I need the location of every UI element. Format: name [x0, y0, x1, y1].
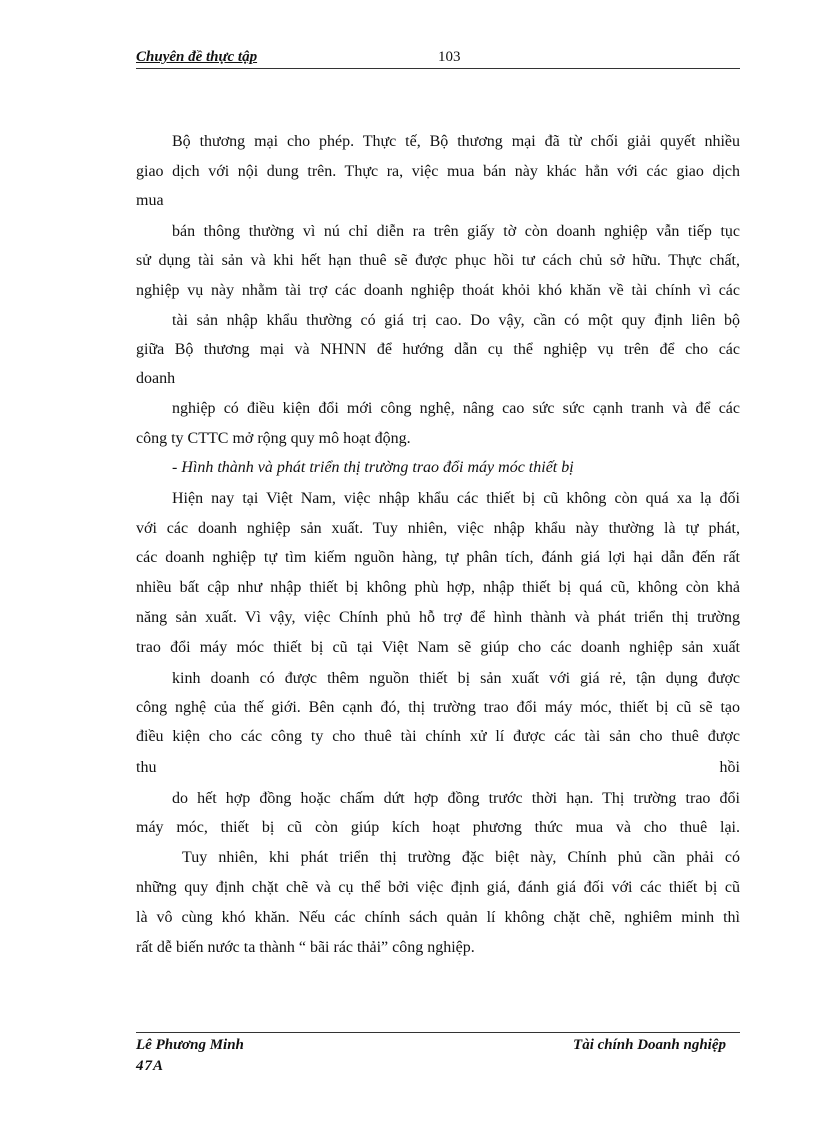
text-line: Hiện nay tại Việt Nam, việc nhập khẩu các thiết bị cũ không còn quá xa lạ đối: [172, 490, 740, 507]
text-line: với các doanh nghiệp sản xuất. Tuy nhiên, việc nhập khẩu này thường là tự phát,: [136, 520, 740, 537]
text-line: thu hồi: [136, 759, 740, 776]
text-line: nghiệp vụ này nhằm tài trợ các doanh nghiệp thoát khỏi khó khăn về tài chính vì các: [136, 282, 740, 299]
text-line: máy móc, thiết bị cũ còn giúp kích hoạt phương thức mua và cho thuê lại.: [136, 819, 740, 836]
text-line: doanh: [136, 370, 176, 387]
text-line: giữa Bộ thương mại và NHNN để hướng dẫn cụ thể nghiệp vụ trên để cho các: [136, 341, 740, 358]
footer-author: Lê Phương Minh: [136, 1037, 244, 1053]
header-rule: [136, 68, 740, 69]
footer-rule: [136, 1032, 740, 1033]
text-line: nghiệp có điều kiện đổi mới công nghệ, nâng cao sức sức cạnh tranh và để các: [172, 400, 740, 417]
footer-department: Tài chính Doanh nghiệp: [573, 1037, 726, 1053]
text-line: kinh doanh có được thêm nguồn thiết bị sản xuất với giá rẻ, tận dụng được: [172, 670, 740, 687]
text-line: tài sản nhập khẩu thường có giá trị cao. Do vậy, cần có một quy định liên bộ: [172, 312, 740, 329]
text-line: sử dụng tài sản và khi hết hạn thuê sẽ được phục hồi tư cách chủ sở hữu. Thực chất,: [136, 252, 740, 269]
text-line: do hết hợp đồng hoặc chấm dứt hợp đồng trước thời hạn. Thị trường trao đổi: [172, 790, 740, 807]
text-line: bán thông thường vì nú chỉ diễn ra trên giấy tờ còn doanh nghiệp vẫn tiếp tục: [172, 223, 740, 240]
text-line: nhiều bất cập như nhập thiết bị không phù hợp, nhập thiết bị quá cũ, không còn khả: [136, 579, 740, 596]
text-line: các doanh nghiệp tự tìm kiếm nguồn hàng, tự phân tích, đánh giá lợi hại dẫn đến rất: [136, 549, 740, 566]
text-line: công nghệ của thế giới. Bên cạnh đó, thị trường trao đổi máy móc, thiết bị cũ sẽ tạo: [136, 699, 740, 716]
text-line: trao đổi máy móc thiết bị cũ tại Việt Nam sẽ giúp cho các doanh nghiệp sản xuất: [136, 639, 740, 656]
text-line: giao dịch với nội dung trên. Thực ra, việc mua bán này khác hẳn với các giao dịch: [136, 163, 740, 180]
text-line: những quy định chặt chẽ và cụ thể bởi việc định giá, đánh giá đối với các thiết bị cũ: [136, 879, 740, 896]
section-heading: - Hình thành và phát triển thị trường trao đổi máy móc thiết bị: [172, 459, 574, 476]
footer-class: 47A: [136, 1058, 165, 1074]
text-line: mua: [136, 192, 164, 209]
header-title: Chuyên đề thực tập: [136, 49, 258, 65]
text-line: điều kiện cho các công ty cho thuê tài chính xử lí được các tài sản cho thuê được: [136, 728, 740, 745]
text-line: Tuy nhiên, khi phát triển thị trường đặc biệt này, Chính phủ cần phải có: [182, 849, 740, 866]
text-line: năng sản xuất. Vì vậy, việc Chính phủ hỗ trợ để hình thành và phát triển thị trường: [136, 609, 740, 626]
text-line: rất dễ biến nước ta thành “ bãi rác thải” công nghiệp.: [136, 939, 475, 956]
text-line: công ty CTTC mở rộng quy mô hoạt động.: [136, 430, 411, 447]
page-number: 103: [438, 49, 461, 65]
text-line: là vô cùng khó khăn. Nếu các chính sách quản lí không chặt chẽ, nghiêm minh thì: [136, 909, 740, 926]
text-line: Bộ thương mại cho phép. Thực tế, Bộ thương mại đã từ chối giải quyết nhiều: [172, 133, 740, 150]
